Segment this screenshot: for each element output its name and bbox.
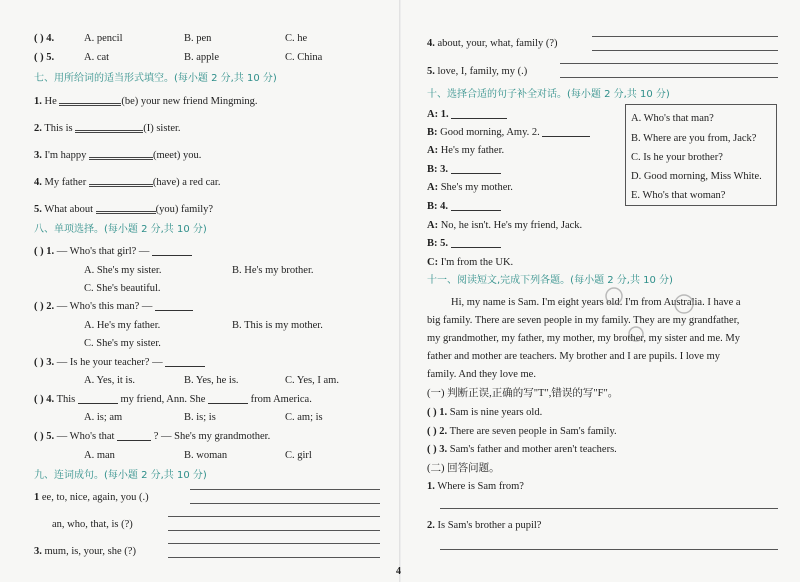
option-b: B. Yes, he is. [184,375,239,386]
option-c: C. She's beautiful. [84,283,161,294]
dialogue-line: A: She's my mother. [427,182,513,193]
question-1: ( ) 1. — Who's that girl? — [34,245,192,259]
sentence-item: 3. mum, is, your, she (?) [34,546,136,557]
fill-item: 4. My father (have) a red car. [34,177,221,188]
dialogue-line: A: 1. [427,108,507,122]
question-2: ( ) 2. — Who's this man? — [34,300,193,314]
choice-item: ( ) 5. [34,52,55,63]
dialogue-option: D. Good morning, Miss White. [631,171,762,182]
answer-blank[interactable] [451,200,501,211]
sentence-item: 4. about, your, what, family (?) [427,38,558,49]
section-title-11: 十一、阅读短文,完成下列各题。(每小题 2 分,共 10 分) [427,275,673,286]
true-false-item: ( ) 3. Sam's father and mother aren't teachers. [427,444,617,455]
dialogue-option: A. Who's that man? [631,113,714,124]
passage-line: father and mother are teachers. My brother and I are pupils. I love my [427,351,721,362]
answer-blank[interactable] [59,94,121,106]
answer-line[interactable] [560,63,778,64]
option-b: B. woman [184,450,228,461]
part-title: (二) 回答问题。 [427,463,500,474]
question-item: 1. Where is Sam from? [427,481,524,492]
answer-line[interactable] [168,516,380,517]
true-false-item: ( ) 2. There are seven people in Sam's family. [427,426,617,437]
section-title-10: 十、选择合适的句子补全对话。(每小题 2 分,共 10 分) [427,89,670,100]
watermark-icon [596,278,706,348]
option-c: C. he [285,33,308,44]
answer-line[interactable] [560,77,778,78]
fill-item: 3. I'm happy (meet) you. [34,150,202,161]
answer-blank[interactable] [165,356,205,367]
sentence-item: an, who, that, is (?) [52,519,133,530]
answer-blank[interactable] [152,245,192,256]
option-b: B. He's my brother. [232,265,314,276]
passage-line: Hi, my name is Sam. I'm eight years old. I'm from Australia. I have a [451,297,741,308]
dialogue-option: C. Is he your brother? [631,152,723,163]
true-false-item: ( ) 1. Sam is nine years old. [427,407,543,418]
passage-line: big family. There are seven people in my family. They are my grandfather, [427,315,740,326]
option-c: C. She's my sister. [84,338,161,349]
answer-blank[interactable] [89,175,153,187]
answer-blank[interactable] [155,300,193,311]
option-a: A. He's my father. [84,320,161,331]
answer-line[interactable] [168,557,380,558]
answer-line[interactable] [168,530,380,531]
answer-line[interactable] [168,543,380,544]
passage-line: family. And they love me. [427,369,536,380]
answer-line[interactable] [190,503,380,504]
answer-blank[interactable] [208,393,248,404]
option-a: A. man [84,450,115,461]
section-title-9: 九、连词成句。(每小题 2 分,共 10 分) [34,470,207,481]
option-b: B. This is my mother. [232,320,323,331]
question-item: 2. Is Sam's brother a pupil? [427,520,542,531]
option-c: C. China [285,52,323,63]
answer-blank[interactable] [78,393,118,404]
answer-line[interactable] [592,36,778,37]
option-c: C. girl [285,450,312,461]
option-a: A. is; am [84,412,123,423]
dialogue-line: B: Good morning, Amy. 2. [427,126,590,140]
option-c: C. Yes, I am. [285,375,339,386]
question-5: ( ) 5. — Who's that ? — She's my grandmother. [34,431,271,442]
answer-blank[interactable] [542,126,590,137]
part-title: (一) 判断正误,正确的写"T",错误的写"F"。 [427,388,619,399]
fill-item: 5. What about (you) family? [34,204,214,215]
answer-blank[interactable] [451,108,507,119]
option-c: C. am; is [285,412,323,423]
option-a: A. pencil [84,33,123,44]
dialogue-option: B. Where are you from, Jack? [631,133,757,144]
question-3: ( ) 3. — Is he your teacher? — [34,356,205,370]
passage-line: my grandmother, my father, my mother, my brother, my sister and me. My [427,333,740,344]
dialogue-line: C: I'm from the UK. [427,257,514,268]
sentence-item: 1 ee, to, nice, again, you (.) [34,492,149,503]
answer-blank[interactable] [75,121,143,133]
answer-line[interactable] [440,549,778,550]
answer-line[interactable] [440,508,778,509]
sentence-item: 5. love, I, family, my (.) [427,66,528,77]
dialogue-line: A: He's my father. [427,145,505,156]
page-fold [399,0,401,582]
answer-blank[interactable] [451,237,501,248]
section-title-7: 七、用所给词的适当形式填空。(每小题 2 分,共 10 分) [34,73,277,84]
option-b: B. apple [184,52,219,63]
dialogue-line: B: 5. [427,237,501,251]
fill-item: 2. This is (I) sister. [34,123,181,134]
section-title-8: 八、单项选择。(每小题 2 分,共 10 分) [34,224,207,235]
option-a: A. cat [84,52,110,63]
option-b: B. pen [184,33,212,44]
answer-line[interactable] [592,50,778,51]
choice-item: ( ) 4. [34,33,55,44]
page-number: 4 [396,566,401,577]
answer-blank[interactable] [117,430,151,441]
answer-blank[interactable] [89,148,153,160]
dialogue-line: B: 3. [427,163,501,177]
dialogue-line: A: No, he isn't. He's my friend, Jack. [427,220,583,231]
option-a: A. She's my sister. [84,265,162,276]
option-a: A. Yes, it is. [84,375,136,386]
answer-line[interactable] [190,489,380,490]
fill-item: 1. He (be) your new friend Mingming. [34,96,258,107]
option-b: B. is; is [184,412,216,423]
dialogue-option: E. Who's that woman? [631,190,726,201]
dialogue-line: B: 4. [427,200,501,214]
answer-blank[interactable] [96,202,156,214]
answer-blank[interactable] [451,163,501,174]
question-4: ( ) 4. This my friend, Ann. She from America. [34,394,312,405]
